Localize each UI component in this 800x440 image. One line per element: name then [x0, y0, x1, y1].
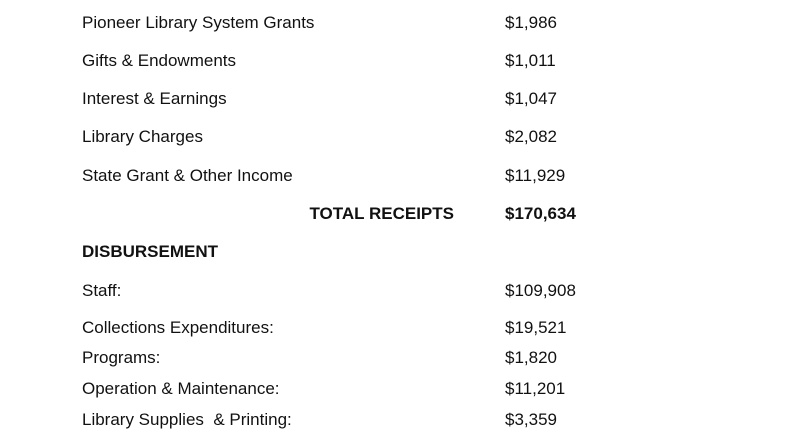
receipt-value: $1,047: [505, 89, 557, 108]
receipt-value: $2,082: [505, 127, 557, 146]
total-receipts-value: $170,634: [505, 204, 576, 223]
total-receipts-row: [0, 204, 800, 228]
receipt-value: $1,011: [505, 51, 556, 70]
receipt-row: [0, 89, 800, 113]
receipt-value: $1,986: [505, 13, 557, 32]
receipt-row: [0, 51, 800, 75]
receipt-value: $11,929: [505, 166, 566, 185]
disbursement-value: $109,908: [505, 281, 576, 300]
disbursement-row: [0, 318, 800, 342]
disbursement-value: $19,521: [505, 318, 567, 337]
total-receipts-label: TOTAL RECEIPTS: [309, 204, 454, 223]
disbursement-label: Operation & Maintenance:: [82, 379, 280, 398]
receipt-label: Interest & Earnings: [82, 89, 227, 108]
disbursement-heading-row: [0, 242, 800, 266]
disbursement-row: [0, 348, 800, 372]
receipt-label: Library Charges: [82, 127, 203, 146]
disbursement-label: Collections Expenditures:: [82, 318, 274, 337]
disbursement-label: Programs:: [82, 348, 161, 367]
receipt-label: Gifts & Endowments: [82, 51, 237, 70]
receipt-row: [0, 166, 800, 190]
disbursement-row: [0, 410, 800, 434]
disbursement-heading: DISBURSEMENT: [82, 242, 219, 261]
disbursement-label: Library Supplies & Printing:: [82, 410, 292, 429]
disbursement-value: $11,201: [505, 379, 566, 398]
disbursement-value: $3,359: [505, 410, 557, 429]
receipt-label: State Grant & Other Income: [82, 166, 293, 185]
receipt-label: Pioneer Library System Grants: [82, 13, 315, 32]
disbursement-value: $1,820: [505, 348, 557, 367]
disbursement-row: [0, 379, 800, 403]
receipt-row: [0, 13, 800, 37]
receipt-row: [0, 127, 800, 151]
disbursement-label: Staff:: [82, 281, 122, 300]
disbursement-row: [0, 281, 800, 305]
